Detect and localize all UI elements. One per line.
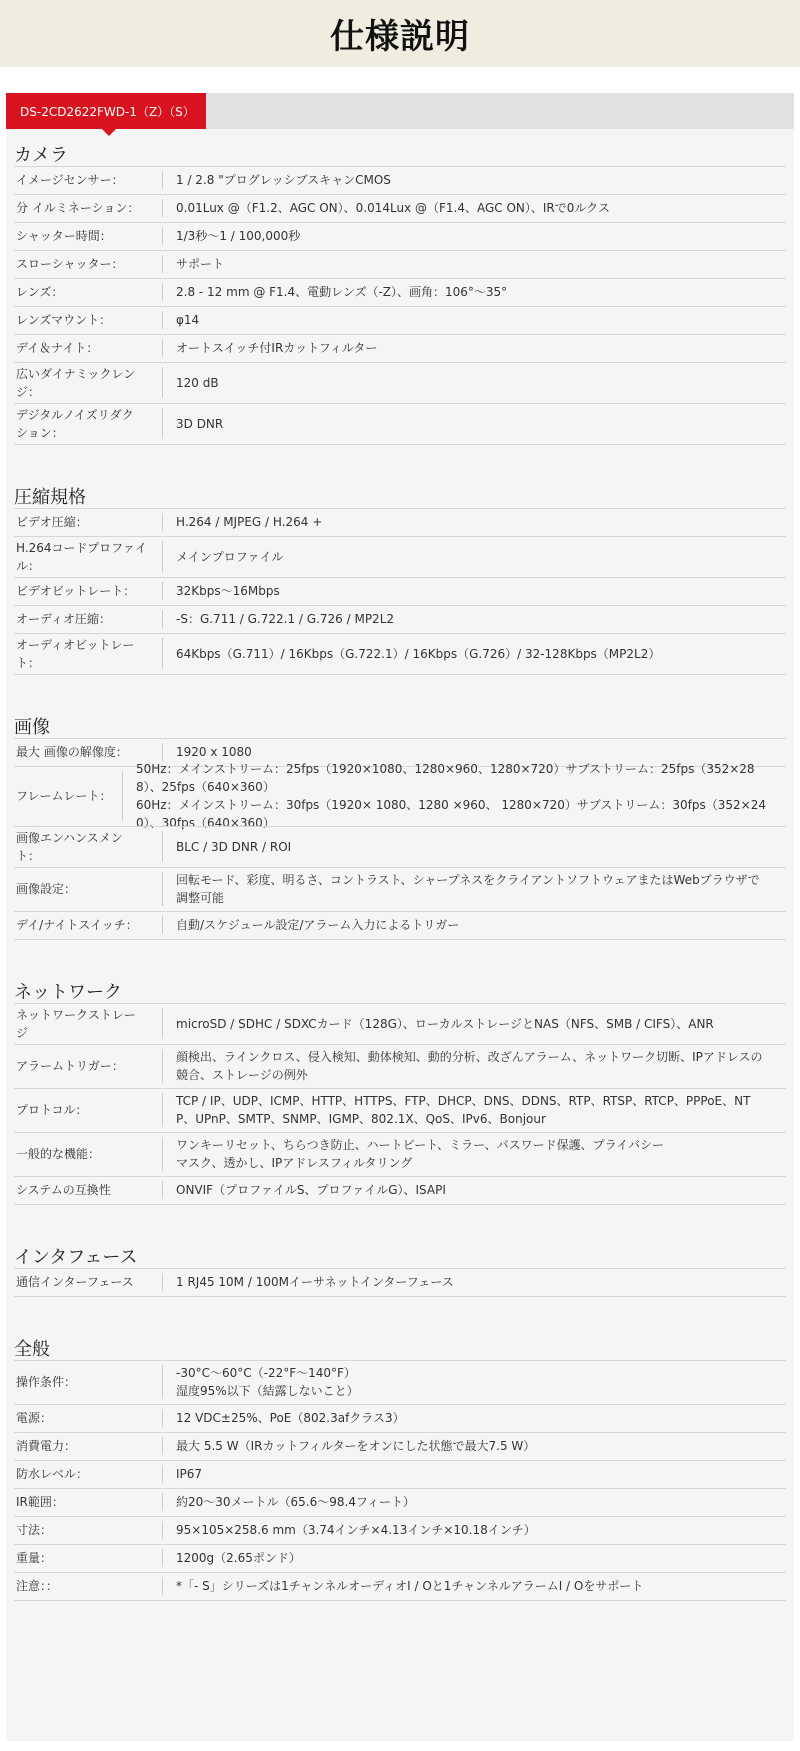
section-title: 圧縮規格 xyxy=(14,487,86,508)
spec-label xyxy=(14,1145,162,1163)
section-title: インタフェース xyxy=(14,1247,138,1268)
spec-row xyxy=(14,633,786,674)
spec-label xyxy=(14,1273,162,1291)
spec-value-line: 回転モード、彩度、明るさ、コントラスト、シャープネスをクライアントソフトウェアまたはWebブラウザで xyxy=(176,873,760,887)
spec-value-line: 最大 5.5 W（IRカットフィルターをオンにした状態で最大7.5 W） xyxy=(176,1439,536,1453)
spec-label-line: ネットワークストレー xyxy=(16,1007,136,1022)
spec-label xyxy=(14,513,162,531)
tab-model[interactable]: DS-2CD2622FWD-1（Z）（S） xyxy=(6,93,206,129)
spec-value-line: 約20〜30メートル（65.6〜98.4フィート） xyxy=(176,1495,416,1509)
spec-label-line: デイ＆ナイト： xyxy=(16,341,99,355)
spec-label-line: イメージセンサー： xyxy=(16,173,124,187)
section-title: カメラ xyxy=(14,145,68,166)
spec-value xyxy=(163,415,786,433)
divider xyxy=(14,1600,786,1601)
spec-label xyxy=(14,1181,162,1199)
spec-label xyxy=(14,1373,162,1391)
divider xyxy=(14,1296,786,1297)
spec-label-line: 通信インターフェース xyxy=(16,1275,134,1289)
spec-row xyxy=(14,194,786,222)
spec-value-line: -S：G.711 / G.722.1 / G.726 / MP2L2 xyxy=(176,612,395,626)
spec-label xyxy=(14,636,162,672)
spec-label xyxy=(14,787,122,805)
spec-label xyxy=(14,1437,162,1455)
spec-label-line: ション： xyxy=(16,425,64,440)
spec-value-line: H.264 / MJPEG / H.264 + xyxy=(176,515,323,529)
spec-row xyxy=(14,762,786,830)
spec-value-line: 50Hz：メインストリーム：25fps（1920×1080、1280×960、1280×720）サブストリーム：25fps（352×28 xyxy=(135,762,755,776)
spec-label xyxy=(14,1549,162,1567)
spec-row xyxy=(14,250,786,278)
spec-row xyxy=(14,911,786,939)
spec-value-line: 60Hz：メインストリーム：30fps（1920× 1080、1280 ×960、 1280×720）サブストリーム：30fps（352×24 xyxy=(135,798,766,812)
spec-label-line: 画像設定： xyxy=(16,882,77,896)
spec-row xyxy=(14,1488,786,1516)
spec-label xyxy=(14,1577,162,1595)
spec-row xyxy=(14,1544,786,1572)
spec-value-line: 32Kbps〜16Mbps xyxy=(176,584,280,598)
spec-row xyxy=(14,1088,786,1132)
spec-label xyxy=(14,582,162,600)
spec-label-line: スローシャッター： xyxy=(16,257,124,271)
spec-row xyxy=(14,362,786,403)
spec-label-line: シャッター時間： xyxy=(16,229,112,243)
spec-row xyxy=(14,867,786,911)
spec-label-line: レンズ： xyxy=(16,285,64,299)
spec-value xyxy=(163,1273,786,1291)
spec-value-line: 12 VDC±25%、PoE（802.3afクラス3） xyxy=(176,1411,405,1425)
spec-value xyxy=(163,871,786,907)
spec-row xyxy=(14,334,786,362)
spec-value xyxy=(163,199,786,217)
spec-value-line: 0.01Lux @（F1.2、AGC ON）、0.014Lux @（F1.4、AGC ON）、IRで0ルクス xyxy=(176,201,611,215)
spec-value xyxy=(163,838,786,856)
spec-label xyxy=(14,1101,162,1119)
spec-row xyxy=(14,1003,786,1044)
spec-value xyxy=(163,227,786,245)
spec-value-line: 調整可能 xyxy=(176,891,225,905)
spec-label xyxy=(14,1409,162,1427)
spec-value-line: 1/3秒〜1 / 100,000秒 xyxy=(176,229,301,243)
spec-label xyxy=(14,339,162,357)
spec-value xyxy=(163,171,786,189)
spec-label-line: 重量： xyxy=(16,1551,53,1565)
spec-label xyxy=(14,171,162,189)
spec-label xyxy=(14,880,162,898)
spec-value-line: 3D DNR xyxy=(176,416,224,431)
spec-value-line: 8）、25fps（640×360） xyxy=(135,780,275,794)
spec-row xyxy=(14,1404,786,1432)
divider xyxy=(14,674,786,675)
spec-value xyxy=(163,1549,786,1567)
spec-value xyxy=(163,1437,786,1455)
spec-value xyxy=(163,1048,786,1084)
spec-row xyxy=(14,826,786,867)
spec-row xyxy=(14,1044,786,1088)
spec-label-line: オーディオ圧縮： xyxy=(16,612,112,626)
divider xyxy=(14,939,786,940)
spec-label xyxy=(14,311,162,329)
spec-row xyxy=(14,1360,786,1404)
spec-label-line: デイ/ナイトスイッチ： xyxy=(16,918,138,932)
spec-label xyxy=(14,916,162,934)
spec-value-line: 競合、ストレージの例外 xyxy=(176,1068,308,1082)
spec-row xyxy=(14,1572,786,1600)
tab-bar xyxy=(6,93,794,129)
spec-label-line: アラームトリガー： xyxy=(16,1059,124,1073)
spec-value-line: サポート xyxy=(176,257,225,271)
spec-label-line: デジタルノイズリダク xyxy=(16,407,134,422)
spec-value-line: *「- S」シリーズは1チャンネルオーディオI / Oと1チャンネルアラームI / Oをサポート xyxy=(176,1579,644,1593)
spec-label-line: 最大 画像の解像度： xyxy=(16,745,128,759)
spec-value-line: 湿度95%以下（結露しないこと） xyxy=(176,1384,359,1398)
spec-value-line: 2.8 - 12 mm @ F1.4、電動レンズ（-Z）、画角：106°〜35° xyxy=(176,285,508,299)
spec-label-line: 画像エンハンスメン xyxy=(16,830,123,845)
spec-value-line: 1 / 2.8 "プログレッシブスキャンCMOS xyxy=(176,173,391,187)
spec-label-line: ト： xyxy=(16,655,41,670)
spec-label xyxy=(14,610,162,628)
spec-value-line: 0）、30fps（640×360） xyxy=(135,816,275,830)
spec-value xyxy=(123,760,786,832)
spec-value xyxy=(163,1465,786,1483)
spec-label-line: ジ xyxy=(16,1025,29,1040)
spec-row xyxy=(14,536,786,577)
spec-row xyxy=(14,1268,786,1296)
spec-value-line: BLC / 3D DNR / ROI xyxy=(176,839,292,854)
spec-label-line: ジ： xyxy=(16,384,41,399)
spec-label xyxy=(14,1006,162,1042)
spec-value-line: microSD / SDHC / SDXCカード（128G）、ローカルストレージとNAS（NFS、SMB / CIFS）、ANR xyxy=(176,1016,714,1031)
spec-label-line: 一般的な機能： xyxy=(16,1147,101,1161)
spec-label-line: レンズマウント： xyxy=(16,313,112,327)
spec-value xyxy=(163,1136,786,1172)
spec-value-line: 95×105×258.6 mm（3.74インチ×4.13インチ×10.18インチ） xyxy=(176,1523,536,1537)
spec-label xyxy=(14,743,162,761)
spec-value xyxy=(163,513,786,531)
spec-row xyxy=(14,508,786,536)
spec-value-line: メインプロファイル xyxy=(176,549,284,564)
spec-label-line: システムの互換性 xyxy=(16,1183,111,1197)
section-title: 全般 xyxy=(14,1339,50,1360)
spec-value xyxy=(163,339,786,357)
spec-value xyxy=(163,1364,786,1400)
divider xyxy=(14,1204,786,1205)
spec-value xyxy=(163,1493,786,1511)
spec-row xyxy=(14,1516,786,1544)
spec-value-line: オートスイッチ付IRカットフィルター xyxy=(176,341,378,355)
spec-value xyxy=(163,548,786,566)
spec-value xyxy=(163,743,786,761)
spec-row xyxy=(14,222,786,250)
spec-value xyxy=(163,1092,786,1128)
spec-row xyxy=(14,577,786,605)
page-title: 仕様説明 xyxy=(330,17,470,57)
spec-label-line: 分 イルミネーション： xyxy=(16,201,140,215)
spec-value-line: 1 RJ45 10M / 100Mイーサネットインターフェース xyxy=(176,1275,454,1289)
spec-label xyxy=(14,255,162,273)
section-title: ネットワーク xyxy=(14,982,122,1003)
spec-value xyxy=(163,1521,786,1539)
spec-label-line: ビデオ圧縮： xyxy=(16,515,88,529)
spec-value-line: 1920 x 1080 xyxy=(176,745,252,759)
spec-row xyxy=(14,306,786,334)
spec-row xyxy=(14,1460,786,1488)
spec-label-line: IR範囲： xyxy=(16,1495,64,1509)
divider xyxy=(14,444,786,445)
spec-label-line: 寸法： xyxy=(16,1523,53,1537)
spec-label xyxy=(14,1465,162,1483)
spec-label xyxy=(14,227,162,245)
spec-value xyxy=(163,255,786,273)
spec-label xyxy=(14,1493,162,1511)
spec-value xyxy=(163,1181,786,1199)
spec-row xyxy=(14,278,786,306)
spec-value-line: ワンキーリセット、ちらつき防止、ハートビート、ミラー、パスワード保護、プライバシー xyxy=(176,1138,665,1152)
spec-label-line: オーディオビットレー xyxy=(16,637,135,652)
spec-label-line: プロトコル： xyxy=(16,1103,88,1117)
spec-row xyxy=(14,403,786,444)
spec-value xyxy=(163,283,786,301)
spec-value xyxy=(163,311,786,329)
spec-label-line: 消費電力： xyxy=(16,1439,77,1453)
spec-label-line: 操作条件： xyxy=(16,1375,77,1389)
spec-row xyxy=(14,605,786,633)
spec-label-line: 広いダイナミックレン xyxy=(16,366,136,381)
spec-label xyxy=(14,283,162,301)
spec-label-line: 防水レベル： xyxy=(16,1467,89,1481)
section-title: 画像 xyxy=(14,717,50,738)
spec-value-line: φ14 xyxy=(176,313,200,327)
spec-label xyxy=(14,1057,162,1075)
spec-value xyxy=(163,610,786,628)
spec-row xyxy=(14,1432,786,1460)
spec-label xyxy=(14,1521,162,1539)
spec-value xyxy=(163,1577,786,1595)
spec-value xyxy=(163,1015,786,1033)
spec-value-line: 1200g（2.65ポンド） xyxy=(176,1551,301,1565)
spec-row xyxy=(14,1176,786,1204)
spec-value-line: IP67 xyxy=(176,1467,203,1481)
spec-value-line: 120 dB xyxy=(176,375,219,390)
spec-value-line: マスク、透かし、IPアドレスフィルタリング xyxy=(176,1156,413,1170)
spec-label xyxy=(14,829,162,865)
spec-row xyxy=(14,1132,786,1176)
spec-label-line: 注意：： xyxy=(16,1579,59,1593)
spec-value xyxy=(163,374,786,392)
spec-value-line: 顔検出、ラインクロス、侵入検知、動体検知、動的分析、改ざんアラーム、ネットワーク切断、IPアドレスの xyxy=(176,1050,763,1064)
spec-value-line: P、UPnP、SMTP、SNMP、IGMP、802.1X、QoS、IPv6、Bonjour xyxy=(176,1112,546,1126)
spec-value-line: -30°C〜60°C（-22°F〜140°F） xyxy=(176,1366,356,1380)
spec-label-line: ル： xyxy=(16,558,41,573)
spec-label xyxy=(14,539,162,575)
spec-panel xyxy=(6,93,794,1741)
spec-value xyxy=(163,1409,786,1427)
spec-label-line: ト： xyxy=(16,848,41,863)
spec-value-line: 自動/スケジュール設定/アラーム入力によるトリガー xyxy=(176,918,460,932)
spec-row xyxy=(14,166,786,194)
spec-label-line: H.264コードプロファイ xyxy=(16,540,147,555)
spec-label-line: 電源： xyxy=(16,1411,53,1425)
spec-value-line: ONVIF（プロファイルS、プロファイルG）、ISAPI xyxy=(176,1183,446,1197)
spec-value xyxy=(163,645,786,663)
spec-label xyxy=(14,365,162,401)
spec-label-line: フレームレート： xyxy=(16,789,112,803)
spec-value-line: TCP / IP、UDP、ICMP、HTTP、HTTPS、FTP、DHCP、DNS、DDNS、RTP、RTSP、RTCP、PPPoE、NT xyxy=(176,1094,751,1108)
page-header xyxy=(0,0,800,67)
spec-value xyxy=(163,582,786,600)
spec-value xyxy=(163,916,786,934)
spec-label xyxy=(14,406,162,442)
spec-value-line: 64Kbps（G.711）/ 16Kbps（G.722.1）/ 16Kbps（G.726）/ 32-128Kbps（MP2L2） xyxy=(176,646,661,661)
spec-label-line: ビデオビットレート： xyxy=(16,584,136,598)
spec-label xyxy=(14,199,162,217)
